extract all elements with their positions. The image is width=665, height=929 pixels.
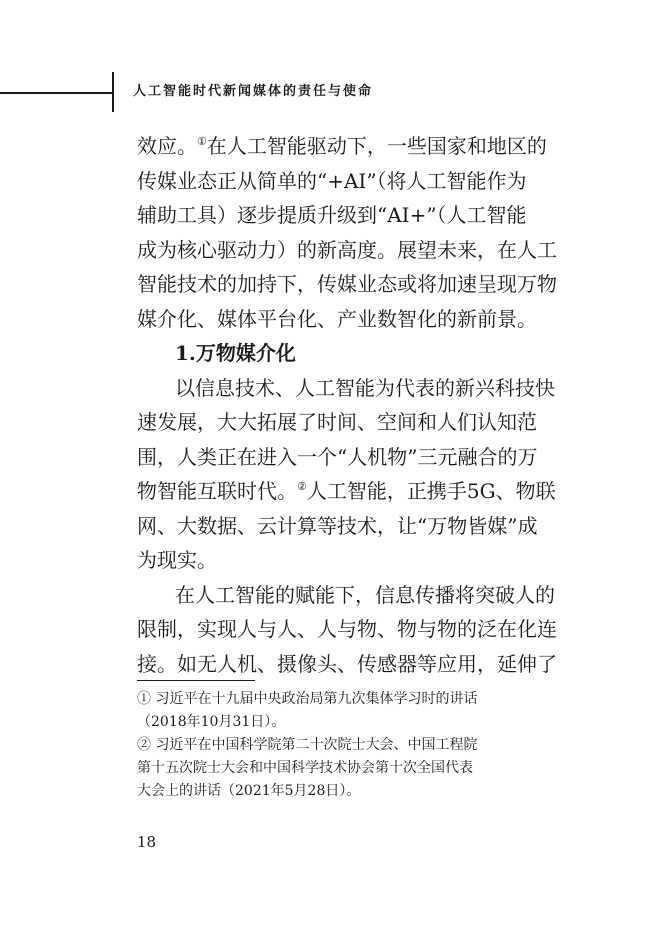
footnote-1-line: ① 习近平在十九届中央政治局第九次集体学习时的讲话 bbox=[137, 691, 478, 707]
text-line: 网、大数据、云计算等技术，让“万物皆媒”成 bbox=[137, 513, 538, 538]
footnote-ref-1[interactable]: ① bbox=[197, 135, 207, 148]
text-line bbox=[137, 129, 547, 164]
section-heading: 1.万物媒介化 bbox=[175, 341, 296, 365]
footnote-divider bbox=[137, 680, 255, 681]
text-line bbox=[137, 474, 556, 509]
text-segment: 效应。 bbox=[137, 134, 197, 158]
text-line: 接。如无人机、摄像头、传感器等应用，延伸了 bbox=[137, 651, 557, 676]
text-line: 传媒业态正从简单的“+AI”（将人工智能作为 bbox=[137, 168, 527, 193]
footnote-ref-2[interactable]: ② bbox=[297, 480, 307, 493]
header-rule bbox=[0, 92, 112, 94]
footnote-1-line: （2018年10月31日）。 bbox=[137, 714, 286, 730]
text-segment: 在人工智能驱动下，一些国家和地区的 bbox=[206, 134, 547, 158]
text-line: 辅助工具）逐步提质升级到“AI+”（人工智能 bbox=[137, 203, 527, 227]
running-header-title: 人工智能时代新闻媒体的责任与使命 bbox=[133, 84, 374, 99]
text-line: 媒介化、媒体平台化、产业数智化的新前景。 bbox=[137, 306, 537, 331]
text-line: 速发展，大大拓展了时间、空间和人们认知范 bbox=[137, 410, 537, 434]
page-number: 18 bbox=[137, 833, 157, 851]
text-line: 成为核心驱动力）的新高度。展望未来，在人工 bbox=[137, 237, 557, 262]
footnotes bbox=[137, 688, 532, 803]
text-line: 以信息技术、人工智能为代表的新兴科技快 bbox=[175, 375, 555, 400]
footnote-2-line: ② 习近平在中国科学院第二十次院士大会、中国工程院 bbox=[137, 737, 478, 753]
text-line: 限制，实现人与人、人与物、物与物的泛在化连 bbox=[137, 617, 557, 641]
text-segment: 物智能互联时代。 bbox=[137, 479, 297, 503]
footnote-2-line: 大会上的讲话（2021年5月28日）。 bbox=[137, 783, 361, 799]
body-text bbox=[137, 129, 557, 681]
text-line: 为现实。 bbox=[137, 548, 217, 572]
text-line: 智能技术的加持下，传媒业态或将加速呈现万物 bbox=[137, 272, 557, 296]
footnote-2-line: 第十五次院士大会和中国科学技术协会第十次全国代表 bbox=[137, 760, 473, 776]
text-segment: 人工智能，正携手5G、物联 bbox=[306, 479, 556, 503]
text-line: 围，人类正在进入一个“人机物”三元融合的万 bbox=[137, 444, 538, 469]
header-bar bbox=[112, 72, 114, 112]
text-line: 在人工智能的赋能下，信息传播将突破人的 bbox=[175, 582, 555, 607]
